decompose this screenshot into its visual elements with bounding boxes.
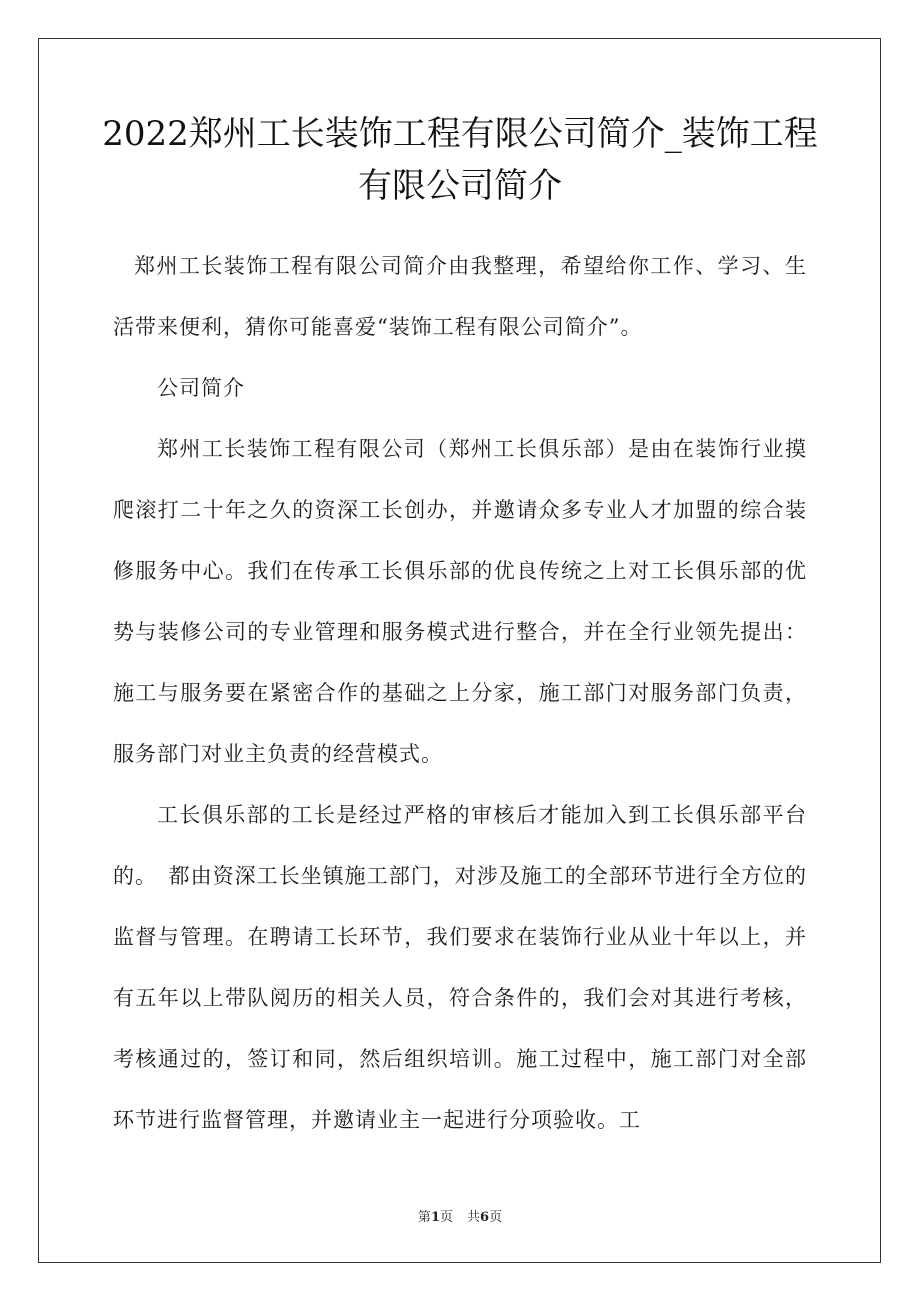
page-number-current: 1 [430,1210,440,1225]
paragraph-company-overview: 郑州工长装饰工程有限公司（郑州工长俱乐部）是由在装饰行业摸爬滚打二十年之久的资深工长创办，并邀请众多专业人才加盟的综合装修服务中心。我们在传承工长俱乐部的优良传统之上对工长俱乐部的优势与装修公司的专业管理和服务模式进行整合，并在全行业领先提出：施工与服务要在紧密合作的基础之上分家，施工部门对服务部门负责，服务部门对业主负责的经营模式。 [113,437,807,766]
page-total-prefix: 共 [467,1210,481,1225]
page-number-total: 6 [480,1210,490,1225]
page-total-unit: 页 [489,1210,503,1225]
page-number-prefix: 第 [417,1210,431,1225]
paragraph-foreman-club: 工长俱乐部的工长是经过严格的审核后才能加入到工长俱乐部平台的。 都由资深工长坐镇施工部门，对涉及施工的全部环节进行全方位的监督与管理。在聘请工长环节，我们要求在装饰行业从业十年以上，并有五年以上带队阅历的相关人员，符合条件的，我们会对其进行考核，考核通过的，签订和同，然后组织培训。施工过程中，施工部门对全部环节进行监督管理，并邀请业主一起进行分项验收。工 [113,803,807,1132]
page-footer [0,1206,920,1225]
document-body [113,236,807,1151]
page-number-unit: 页 [439,1210,453,1225]
document-title: 2022郑州工长装饰工程有限公司简介_装饰工程有限公司简介 [102,114,818,206]
paragraph-intro: 郑州工长装饰工程有限公司简介由我整理，希望给你工作、学习、生活带来便利，猜你可能喜爱“装饰工程有限公司简介”。 [113,254,807,339]
section-heading: 公司简介 [157,376,245,400]
